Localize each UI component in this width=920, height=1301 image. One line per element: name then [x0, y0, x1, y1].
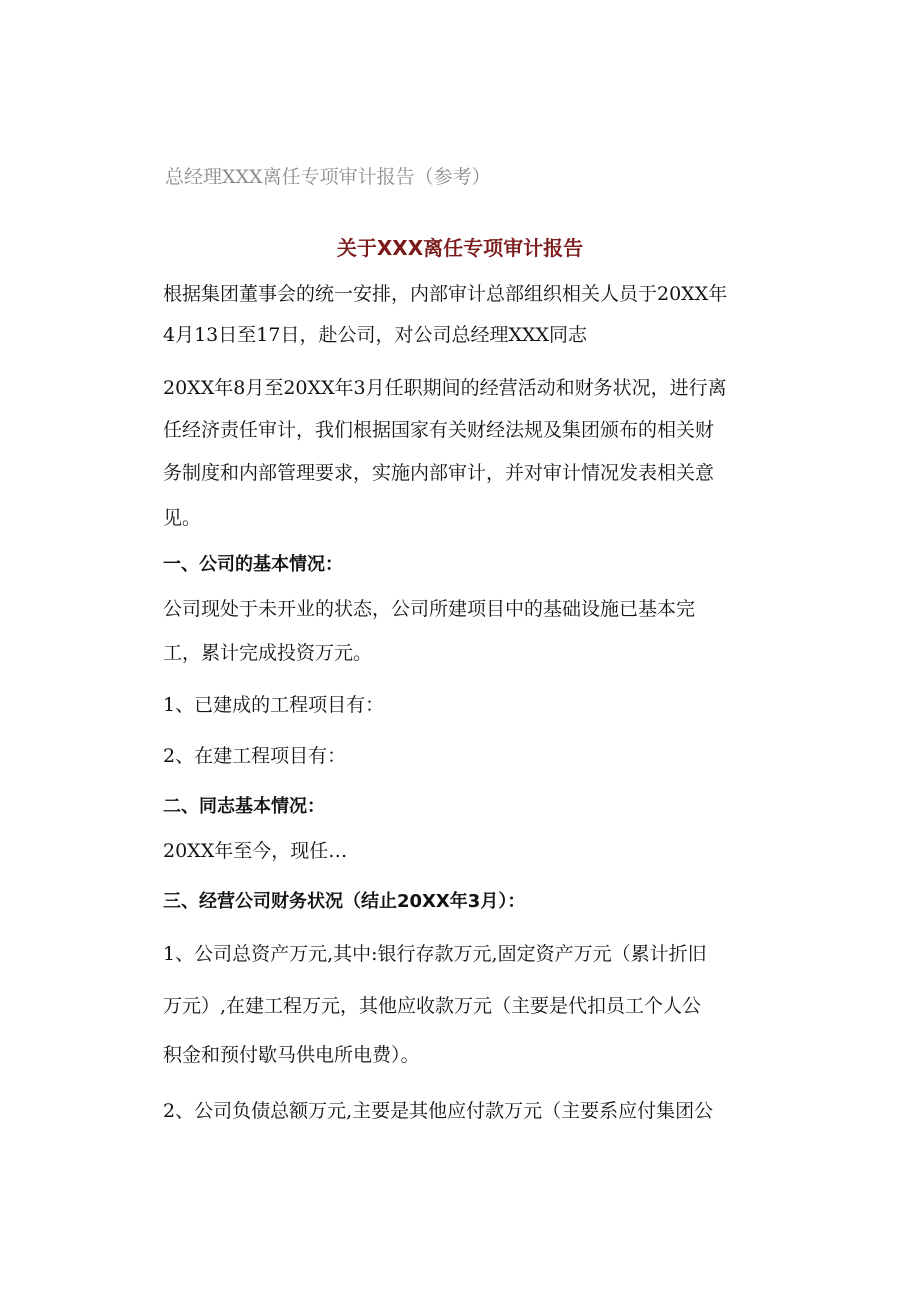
intro-line-2: 4月13日至17日，赴公司，对公司总经理XXX同志 — [163, 324, 588, 346]
intro-line-6: 见。 — [163, 507, 202, 529]
intro-line-5: 务制度和内部管理要求，实施内部审计，并对审计情况发表相关意 — [163, 462, 715, 484]
intro-line-4: 任经济责任审计，我们根据国家有关财经法规及集团颁布的相关财 — [163, 419, 715, 441]
document-header: 总经理XXX离任专项审计报告（参考） — [165, 166, 491, 188]
section-2-line-1: 20XX年至今，现任… — [163, 840, 348, 862]
section-1-line-2: 工，累计完成投资万元。 — [163, 642, 373, 664]
section-3-item-1-line-2: 万元）,在建工程万元，其他应收款万元（主要是代扣员工个人公 — [163, 995, 702, 1017]
section-3-item-1-line-1: 1、公司总资产万元,其中:银行存款万元,固定资产万元（累计折旧 — [163, 943, 707, 965]
section-1-item-1: 1、已建成的工程项目有： — [163, 694, 385, 716]
section-2-heading: 二、同志基本情况： — [163, 796, 325, 817]
section-3-heading: 三、经营公司财务状况（结止20XX年3月）： — [163, 891, 526, 912]
section-3-item-1-line-3: 积金和预付歇马供电所电费）。 — [163, 1044, 420, 1066]
section-1-line-1: 公司现处于未开业的状态，公司所建项目中的基础设施已基本完 — [163, 598, 696, 620]
report-title: 关于XXX离任专项审计报告 — [336, 236, 584, 260]
section-1-item-2: 2、在建工程项目有： — [163, 745, 347, 767]
section-1-heading: 一、公司的基本情况： — [163, 554, 343, 575]
intro-line-1: 根据集团董事会的统一安排，内部审计总部组织相关人员于20XX年 — [163, 283, 728, 305]
intro-line-3: 20XX年8月至20XX年3月任职期间的经营活动和财务状况，进行离 — [163, 377, 727, 399]
section-3-item-2-line-1: 2、公司负债总额万元,主要是其他应付款万元（主要系应付集团公 — [163, 1100, 714, 1122]
